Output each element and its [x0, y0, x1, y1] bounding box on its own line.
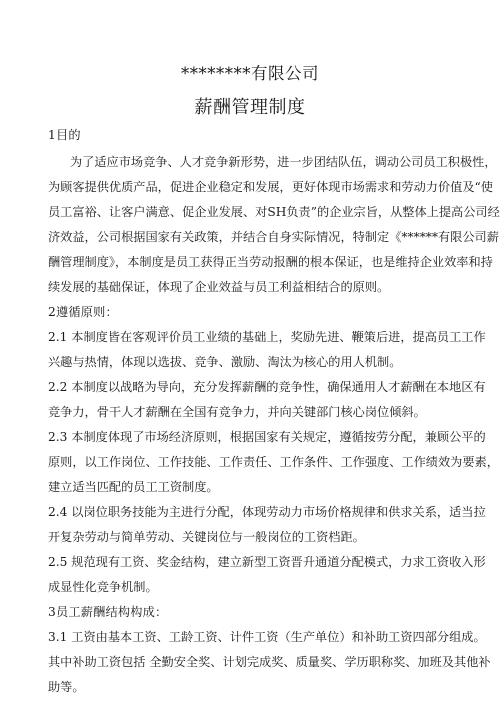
company-title: ********有限公司 — [181, 64, 319, 83]
paragraph-line: 员工富裕、让客户满意、促企业发展、对SH负责”的企业宗旨，从整体上提高公司经 — [48, 205, 500, 219]
section-heading-purpose: 1目的 — [48, 128, 81, 142]
clause-line: 3.1 工资由基本工资、工龄工资、计件工资（生产单位）和补助工资四部分组成。 — [48, 630, 486, 644]
clause-line: 2.3 本制度体现了市场经济原则，根据国家有关规定，遵循按劳分配，兼顾公平的 — [48, 430, 486, 444]
clause-line: 2.4 以岗位职务技能为主进行分配，体现劳动力市场价格规律和供求关系，适当拉 — [48, 505, 486, 519]
clause-line: 原则，以工作岗位、工作技能、工作责任、工作条件、工作强度、工作绩效为要素， — [48, 455, 499, 469]
paragraph-line: 济效益，公司根据国家有关政策，并结合自身实际情况，特制定《******有限公司薪 — [48, 230, 499, 244]
clause-line: 兴趣与热情，体现以选拔、竞争、激励、淘汰为核心的用人机制。 — [48, 355, 402, 369]
clause-line: 开复杂劳动与简单劳动、关键岗位与一般岗位的工资档距。 — [48, 530, 365, 544]
clause-line: 2.1 本制度皆在客观评价员工业绩的基础上，奖励先进、鞭策后进，提高员工工作 — [48, 330, 486, 344]
clause-line: 其中补助工资包括 全勤安全奖、计划完成奖、质量奖、学历职称奖、加班及其他补 — [48, 655, 491, 669]
clause-line: 竞争力，骨干人才薪酬在全国有竞争力，并向关键部门核心岗位倾斜。 — [48, 405, 426, 419]
clause-line: 2.2 本制度以战略为导向，充分发挥薪酬的竞争性，确保通用人才薪酬在本地区有 — [48, 380, 486, 394]
paragraph-line: 酬管理制度》，本制度是员工获得正当劳动报酬的根本保证，也是维持企业效率和持 — [48, 255, 493, 269]
section-heading-structure: 3员工薪酬结构构成： — [48, 605, 168, 619]
paragraph-line: 为顾客提供优质产品，促进企业稳定和发展，更好体现市场需求和劳动力价值及“使 — [48, 180, 493, 194]
clause-line: 建立适当匹配的员工工资制度。 — [48, 480, 219, 494]
paragraph-line: 续发展的基础保证，体现了企业效益与员工利益相结合的原则。 — [48, 280, 390, 294]
clause-line: 2.5 规范现有工资、奖金结构，建立新型工资晋升通道分配模式，力求工资收入形 — [48, 555, 486, 569]
section-heading-principles: 2遵循原则： — [48, 305, 118, 319]
document-title: 薪酬管理制度 — [194, 97, 306, 118]
paragraph-line: 为了适应市场竞争、人才竞争新形势，进一步团结队伍，调动公司员工积极性， — [70, 155, 497, 169]
clause-line: 成显性化竞争机制。 — [48, 580, 158, 594]
clause-line: 助等。 — [48, 680, 85, 694]
